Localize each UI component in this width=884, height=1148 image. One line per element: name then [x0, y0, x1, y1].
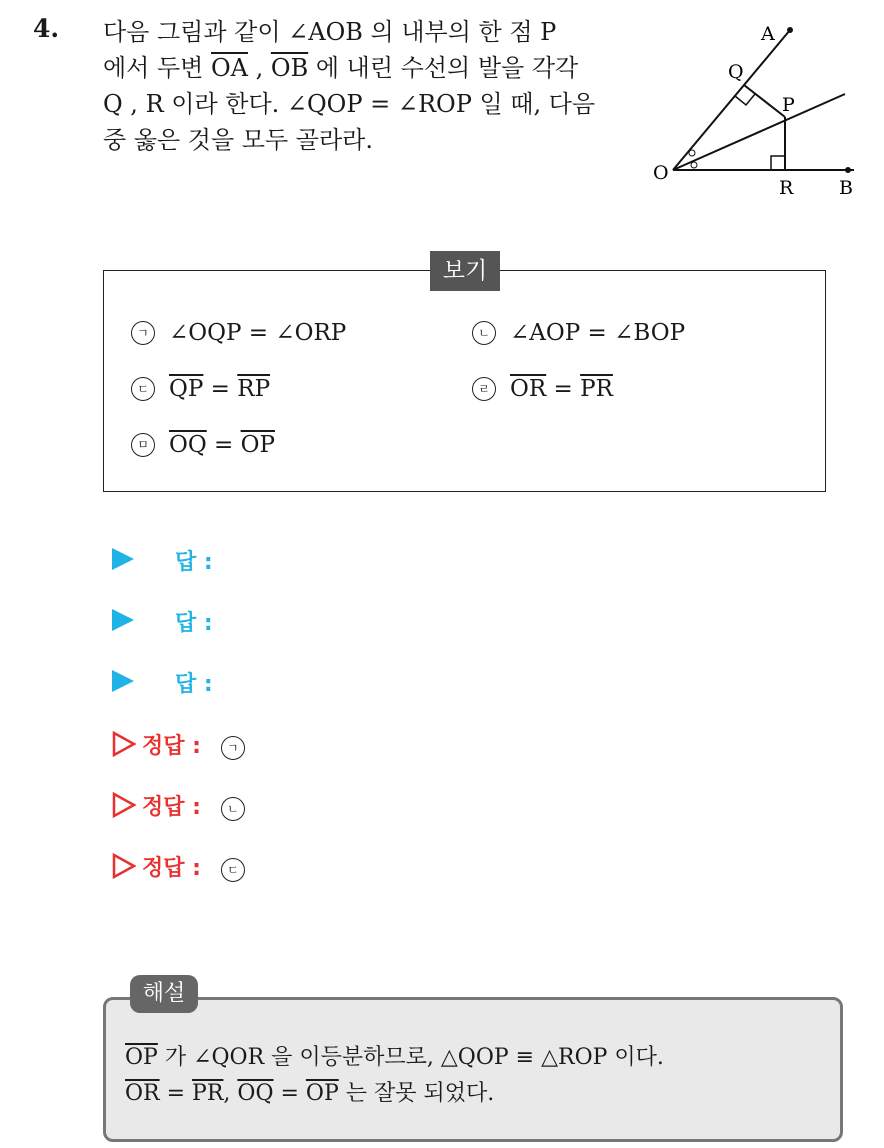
solution-line-1: $\overline{OP}$ 가 ∠QOR 을 이등분하므로, △QOP ≡ △ROP 이다.	[125, 1045, 664, 1070]
label-b: B	[839, 177, 853, 199]
answer-label: 답 :	[175, 611, 213, 636]
option-mark: ㄹ	[472, 377, 496, 401]
option-3: ㄷ $\overline{QP} = \overline{RP}$	[131, 376, 270, 402]
question-number: 4.	[33, 14, 60, 43]
correct-answer-row: 정답 : ㄴ	[112, 790, 245, 821]
triangle-outline-icon	[112, 853, 136, 879]
answer-arrow-icon	[112, 609, 134, 631]
option-5: ㅁ $\overline{OQ} = \overline{OP}$	[131, 432, 275, 458]
label-o: O	[653, 162, 669, 184]
question-line-4: 중 옳은 것을 모두 골라라.	[103, 126, 373, 154]
option-1: ㄱ ∠OQP = ∠ORP	[131, 320, 346, 346]
question-line-3: Q , R 이라 한다. ∠QOP = ∠ROP 일 때, 다음	[103, 90, 596, 118]
label-p: P	[782, 94, 795, 116]
answer-arrow-icon	[112, 548, 134, 570]
solution-line-2: $\overline{OR} = \overline{PR}$, $\overline{OQ} = \overline{OP}$ 는 잘못 되었다.	[125, 1081, 495, 1106]
answer-label: 답 :	[175, 672, 213, 697]
option-mark: ㅁ	[131, 433, 155, 457]
bogi-title: 보기	[430, 251, 500, 291]
answer-arrow-icon	[112, 670, 134, 692]
geometry-figure	[640, 10, 870, 200]
label-q: Q	[728, 61, 744, 83]
segment-oa: $\overline{OA}$	[211, 54, 249, 82]
option-4: ㄹ $\overline{OR} = \overline{PR}$	[472, 376, 613, 402]
correct-answer-row: 정답 : ㄱ	[112, 729, 245, 760]
question-line-2: 에서 두변 $\overline{OA}$ , $\overline{OB}$ 에 내린 수선의 발을 각각	[103, 54, 579, 82]
correct-value: ㄴ	[221, 797, 245, 821]
segment-ob: $\overline{OB}$	[270, 54, 309, 82]
option-mark: ㄷ	[131, 377, 155, 401]
answer-label: 답 :	[175, 550, 213, 575]
correct-answer-row: 정답 : ㄷ	[112, 851, 245, 882]
triangle-outline-icon	[112, 731, 136, 757]
option-mark: ㄴ	[472, 321, 496, 345]
triangle-outline-icon	[112, 792, 136, 818]
correct-value: ㄱ	[221, 736, 245, 760]
label-a: A	[761, 23, 775, 45]
option-mark: ㄱ	[131, 321, 155, 345]
question-line-1: 다음 그림과 같이 ∠AOB 의 내부의 한 점 P	[103, 18, 557, 46]
question-text	[103, 14, 633, 158]
option-2: ㄴ ∠AOP = ∠BOP	[472, 320, 685, 346]
label-r: R	[779, 177, 794, 199]
solution-title: 해설	[130, 975, 198, 1013]
correct-value: ㄷ	[221, 858, 245, 882]
